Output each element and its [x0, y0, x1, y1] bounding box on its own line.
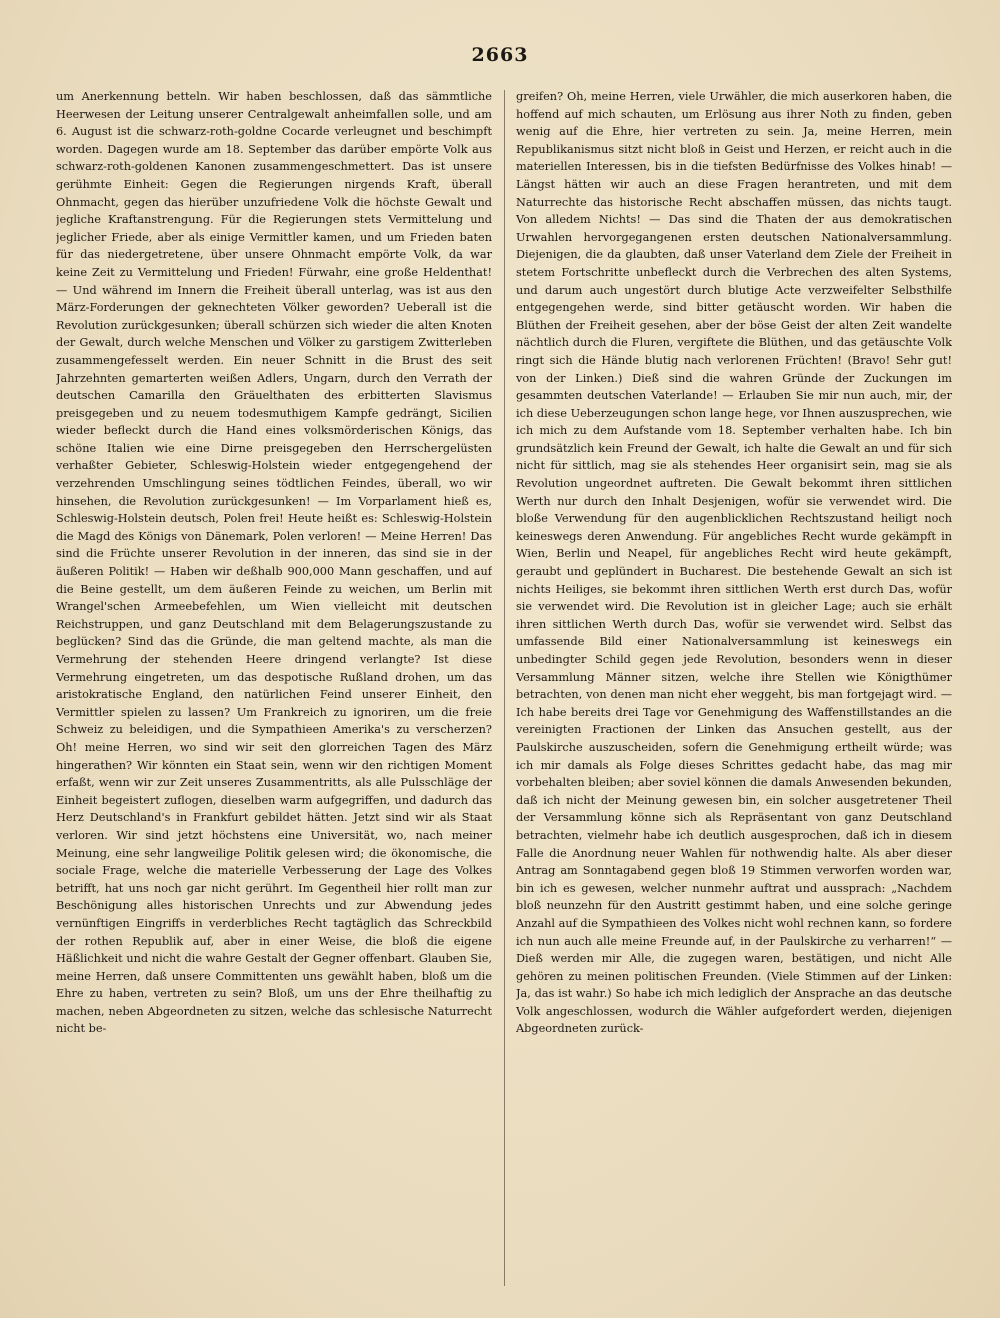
column-divider — [504, 90, 505, 1286]
text-columns — [56, 88, 952, 1288]
left-column-text: um Anerkennung betteln. Wir haben beschlossen, daß das sämmtliche Heerwesen der Leitung unserer Centralgewalt anheimfallen solle, und am 6. August ist die schwarz-roth-goldne Cocarde verleugnet und beschimpft worden. Dagegen wurde am 18. September das darüber empörte Volk aus schwarz-roth-goldenen Kanonen zusammengeschmettert. Das ist unsere gerühmte Einheit: Gegen die Regierungen nirgends Kraft, überall Ohnmacht, gegen das hierüber unzufriedene Volk die höchste Gewalt und jegliche Kraftanstrengung. Für die Regierungen stets Vermittelung und jeglicher Friede, aber als einige Vermittler kamen, und um Frieden baten für das niedergetretene, über unsere Ohnmacht empörte Volk, da war keine Zeit zu Vermittelung und Frieden! Fürwahr, eine große Heldenthat! — Und während im Innern die Freiheit überall unterlag, was ist aus den März-Forderungen der geknechteten Völker geworden? Ueberall ist die Revolution zurückgesunken; überall schürzen sich wieder die alten Knoten der Gewalt, durch welche Menschen und Völker zu garstigem Zwitterleben zusammengefesselt werden. Ein neuer Schnitt in die Brust des seit Jahrzehnten gemarterten weißen Adlers, Ungarn, durch den Verrath der deutschen Camarilla den Gräuelthaten des erbitterten Slavismus preisgegeben und zu neuem todesmuthigem Kampfe gedrängt, Sicilien wieder befleckt durch die Hand eines volksmörderischen Königs, das schöne Italien wie eine Dirne preisgegeben den Herrschergelüsten verhaßter Gebieter, Schleswig-Holstein wieder entgegengehend der verzehrenden Umschlingung seines tödtlichen Feindes, überall, wo wir hinsehen, die Revolution zurückgesunken! — Im Vorparlament hieß es, Schleswig-Holstein deutsch, Polen frei! Heute heißt es: Schleswig-Holstein die Magd des Königs von Dänemark, Polen verloren! — Meine Herren! Das sind die Früchte unserer Revolution in der inneren, das sind sie in der äußeren Politik! — Haben wir deßhalb 900,000 Mann geschaffen, und auf die Beine gestellt, um dem äußeren Feinde zu weichen, um Berlin mit Wrangel'schen Armeebefehlen, um Wien vielleicht mit deutschen Reichstruppen, und ganz Deutschland mit dem Belagerungszustande zu beglücken? Sind das die Gründe, die man geltend machte, als man die Vermehrung der stehenden Heere dringend verlangte? Ist diese Vermehrung eingetreten, um das despotische Rußland drohen, um das aristokratische England, den natürlichen Feind unserer Einheit, den Vermittler spielen zu lassen? Um Frankreich zu ignoriren, um die freie Schweiz zu beleidigen, und die Sympathieen Amerika's zu verscherzen? Oh! meine Herren, wo sind wir seit den glorreichen Tagen des März hingerathen? Wir könnten ein Staat sein, wenn wir den richtigen Moment erfaßt, wenn wir zur Zeit unseres Zusammentritts, als alle Pulsschläge der Einheit begeistert zuflogen, dieselben warm aufgegriffen, und dadurch das Herz Deutschland's in Frankfurt gebildet hätten. Jetzt sind wir als Staat verloren. Wir sind jetzt höchstens eine Universität, wo, nach meiner Meinung, eine sehr langweilige Politik gelesen wird; die ökonomische, die sociale Frage, welche die materielle Verbesserung der Lage des Volkes betrifft, hat uns noch gar nicht gerührt. Im Gegentheil hier rollt man zur Beschönigung alles historischen Unrechts und zur Abwendung jedes vernünftigen Eingriffs in verderbliches Recht tagtäglich das Schreckbild der rothen Republik auf, aber in einer Weise, die bloß die eigene Häßlichkeit und nicht die wahre Gestalt der Gegner offenbart. Glauben Sie, meine Herren, daß unsere Committenten uns gewählt haben, bloß um die Ehre zu haben, vertreten zu sein? Bloß, um uns der Ehre theilhaftig zu machen, neben Abgeordneten zu sitzen, welche das schlesische Naturrecht nicht be- — [56, 90, 492, 1036]
right-column-text: greifen? Oh, meine Herren, viele Urwähler, die mich auserkoren haben, die hoffend auf mich schauten, um Erlösung aus ihrer Noth zu finden, geben wenig auf die Ehre, hier vertreten zu sein. Ja, meine Herren, mein Republikanismus sitzt nicht bloß in Geist und Herzen, er reicht auch in die materiellen Interessen, bis in die tiefsten Bedürfnisse des Volkes hinab! — Längst hätten wir auch an diese Fragen herantreten, und mit dem Naturrechte das historische Recht abschaffen müssen, das nichts taugt. Von alledem Nichts! — Das sind die Thaten der aus demokratischen Urwahlen hervorgegangenen ersten deutschen Nationalversammlung. Diejenigen, die da glaubten, daß unser Vaterland dem Ziele der Freiheit in stetem Fortschritte unbefleckt durch die Verbrechen des alten Systems, und darum auch ungestört durch blutige Acte verzweifelter Selbsthilfe entgegengehen werde, sind bitter getäuscht worden. Wir haben die Blüthen der Freiheit gesehen, aber der böse Geist der alten Zeit wandelte nächtlich durch die Fluren, vergiftete die Blüthen, und das getäuschte Volk ringt sich die Hände blutig nach verlorenen Früchten! (Bravo! Sehr gut! von der Linken.) Dieß sind die wahren Gründe der Zuckungen im gesammten deutschen Vaterlande! — Erlauben Sie mir nun auch, mir, der ich diese Ueberzeugungen schon lange hege, vor Ihnen auszusprechen, wie ich mich zu dem Aufstande vom 18. September verhalten habe. Ich bin grundsätzlich kein Freund der Gewalt, ich halte die Gewalt an und für sich nicht für sittlich, mag sie als stehendes Heer organisirt sein, mag sie als Revolution ungeordnet auftreten. Die Gewalt bekommt ihren sittlichen Werth nur durch den Inhalt Desjenigen, wofür sie verwendet wird. Die bloße Verwendung für den augenblicklichen Rechtszustand heiligt noch keineswegs deren Anwendung. Für angebliches Recht wurde gekämpft in Wien, Berlin und Neapel, für angebliches Recht wird heute gekämpft, geraubt und geplündert in Bucharest. Die bestehende Gewalt an sich ist nichts Heiliges, sie bekommt ihren sittlichen Werth erst durch Das, wofür sie verwendet wird. Die Revolution ist in gleicher Lage; auch sie erhält ihren sittlichen Werth durch Das, wofür sie verwendet wird. Selbst das umfassende Bild einer Nationalversammlung ist keineswegs ein unbedingter Schild gegen jede Revolution, besonders wenn in dieser Versammlung Männer sitzen, welche ihre Stellen wie Königthümer betrachten, von denen man nicht eher weggeht, bis man fortgejagt wird. — Ich habe bereits drei Tage vor Genehmigung des Waffenstillstandes an die vereinigten Fractionen der Linken das Ansuchen gestellt, aus der Paulskirche auszuscheiden, sofern die Genehmigung ertheilt würde; was ich mir damals als Folge dieses Schrittes gedacht habe, das mag mir vorbehalten bleiben; aber soviel können die damals Anwesenden bekunden, daß ich nicht der Meinung gewesen bin, ein solcher ausgetretener Theil der Versammlung könne sich als Repräsentant von ganz Deutschland betrachten, vielmehr habe ich deutlich ausgesprochen, daß ich in diesem Falle die Anordnung neuer Wahlen für nothwendig halte. Als aber dieser Antrag am Sonntagabend gegen bloß 19 Stimmen verworfen worden war, bin ich es gewesen, welcher nunmehr auftrat und aussprach: „Nachdem bloß neunzehn für den Austritt gestimmt haben, und eine solche geringe Anzahl auf die Sympathieen des Volkes nicht wohl rechnen kann, so fordere ich nun auch alle meine Freunde auf, in der Paulskirche zu verharren!“ — Dieß werden mir Alle, die zugegen waren, bestätigen, und nicht Alle gehören zu meinen politischen Freunden. (Viele Stimmen auf der Linken: Ja, das ist wahr.) So habe ich mich lediglich der Ansprache an das deutsche Volk angeschlossen, wodurch die Wähler aufgefordert werden, diejenigen Abgeordneten zurück- — [516, 90, 952, 1036]
page-number: 2663 — [471, 44, 529, 66]
